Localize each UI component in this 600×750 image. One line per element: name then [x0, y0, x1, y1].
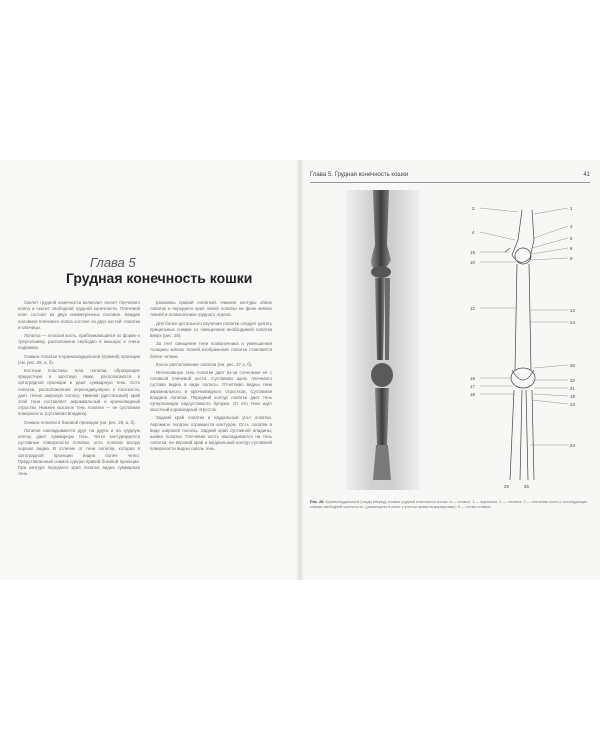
diagram-label: 4	[472, 230, 475, 235]
chapter-title: Грудная конечность кошки	[66, 270, 253, 286]
paragraph: Костные пластины тела лопатки, образующие предостную и заостную ямки, располагаются в ортоградной проекции и дают суммарную тень. Ость лопатки, расположенная перпендикулярно к плоскости, дает тенью широкую полосу. Нижний (дистальный) край этой тени составляет акромиальный и крючковидный отростки. Нижнее высокое тень лопатки — ее суставная поверхность (суставная впадина).	[18, 368, 140, 417]
diagram-label: 25	[504, 484, 509, 489]
diagram-label: 23	[570, 402, 575, 407]
paragraph: Для более детального изучения лопатки следует делать прицельные снимки со смещением необходимой лопатки вверх (рис. 29).	[150, 320, 272, 339]
diagram-label: 13	[570, 308, 575, 313]
diagram-label: 26	[524, 484, 529, 489]
paragraph: Интенсивную тень лопатки дает из-за сочетания ее с головкой плечевой кости. Суставная щель плечевого сустава видна в виде полосы. Отчетливо видны тени акромиального и крючковидного отростков. Суставная впадина лопатки. Передний контур лопатки дает тень суперпозиции надсуставного бугорка. От его тени идет заостный коракоидный отросток.	[150, 370, 272, 413]
limb-schematic-diagram	[460, 200, 590, 490]
paragraph: разованы правой лопаткой. Нижние контуры обеих лопаток и переднего края левой лопатки на фоне мягких тканей и позвоночника грудного отдела.	[150, 300, 272, 318]
text-column-1	[18, 300, 140, 479]
diagram-label: 18	[470, 392, 475, 397]
diagram-label: 2	[472, 206, 475, 211]
paragraph: Скелет грудной конечности включает скелет плечевого пояса и скелет свободной грудной конечности. Плечевой пояс состоит из двух симметричных половин. Каждая половина плечевого пояса состоит из двух костей: лопатки и ключицы.	[18, 300, 140, 330]
book-gutter	[296, 160, 304, 580]
book-spread	[0, 160, 600, 580]
figure-caption-label: Рис. 28.	[310, 500, 325, 504]
paragraph: Снимок лопатки в боковой проекции (см. рис. 29, а, б).	[24, 419, 136, 425]
figure-caption	[310, 500, 590, 511]
diagram-label: 19	[570, 394, 575, 399]
running-head: Глава 5. Грудная конечность кошки	[310, 172, 409, 178]
diagram-label: 24	[570, 443, 575, 448]
diagram-label: 21	[570, 386, 575, 391]
paragraph: Задний край лопатки и каудальный угол лопатки. Акромион лопатки отражается контуром. Ость лопатки в виде широкой полосы. Задний край суставной впадины, шейка лопатки. Плечевая кость накладывается на тень лопатки, ее верхний край и медиальный контур суставной поверхности видны сквозь тень.	[150, 415, 272, 452]
right-page	[300, 160, 600, 580]
xray-image	[345, 190, 420, 490]
paragraph: Косое расположение лопатки (см. рис. 27 а, б).	[156, 361, 253, 367]
diagram-label: 1	[570, 206, 573, 211]
diagram-label: 6	[570, 246, 573, 251]
diagram-label: 12	[470, 306, 475, 311]
paragraph: За счет смещения тени позвоночника и уменьшения толщины мягких тканей изображение лопатки становится более четким.	[150, 341, 272, 359]
figure-caption-text: Краниокаудальный (сзади вперед) снимок грудной конечности кошки: а — снимок. 1 — акромион, 2 — лопатка, 3 — плечевая кость и последующие снимки свободной конечности, (размещены в книге с учетом правила маркировки); б — схема снимка.	[310, 500, 588, 510]
header-rule	[310, 182, 590, 183]
paragraph: Снимок лопатки в краниокаудальной (прямой) проекции (см. рис. 28, а, б).	[18, 353, 140, 365]
left-page	[0, 160, 300, 580]
diagram-label: 17	[470, 384, 475, 389]
diagram-label: 16	[470, 376, 475, 381]
diagram-label: 9	[570, 256, 573, 261]
diagram-label: 5	[570, 236, 573, 241]
diagram-label: 3	[570, 224, 573, 229]
text-column-2	[150, 300, 272, 455]
diagram-label: 20	[570, 363, 575, 368]
diagram-label: 14	[570, 320, 575, 325]
chapter-label: Глава 5	[90, 255, 136, 270]
page-number: 41	[583, 172, 590, 178]
diagram-label: 10	[470, 260, 475, 265]
paragraph: Лопатки накладываются друг на друга и на грудную клетку, дают суммарную тень. Четко контурируются суставные поверхности лопатки, ость лопатки всегда хорошо видна. В отличие от тени лопатки, которая в ортоградной проекции видна более четко. Представленный снимок сделан правой боковой проекции. При контуре переднего края лопатки видна суммарная тень.	[18, 427, 140, 477]
diagram-label: 15	[470, 250, 475, 255]
diagram-label: 22	[570, 378, 575, 383]
paragraph: Лопатка — плоская кость, приближающаяся по форме к треугольнику, расположена свободно в мышцах и очень подвижна.	[18, 333, 140, 351]
